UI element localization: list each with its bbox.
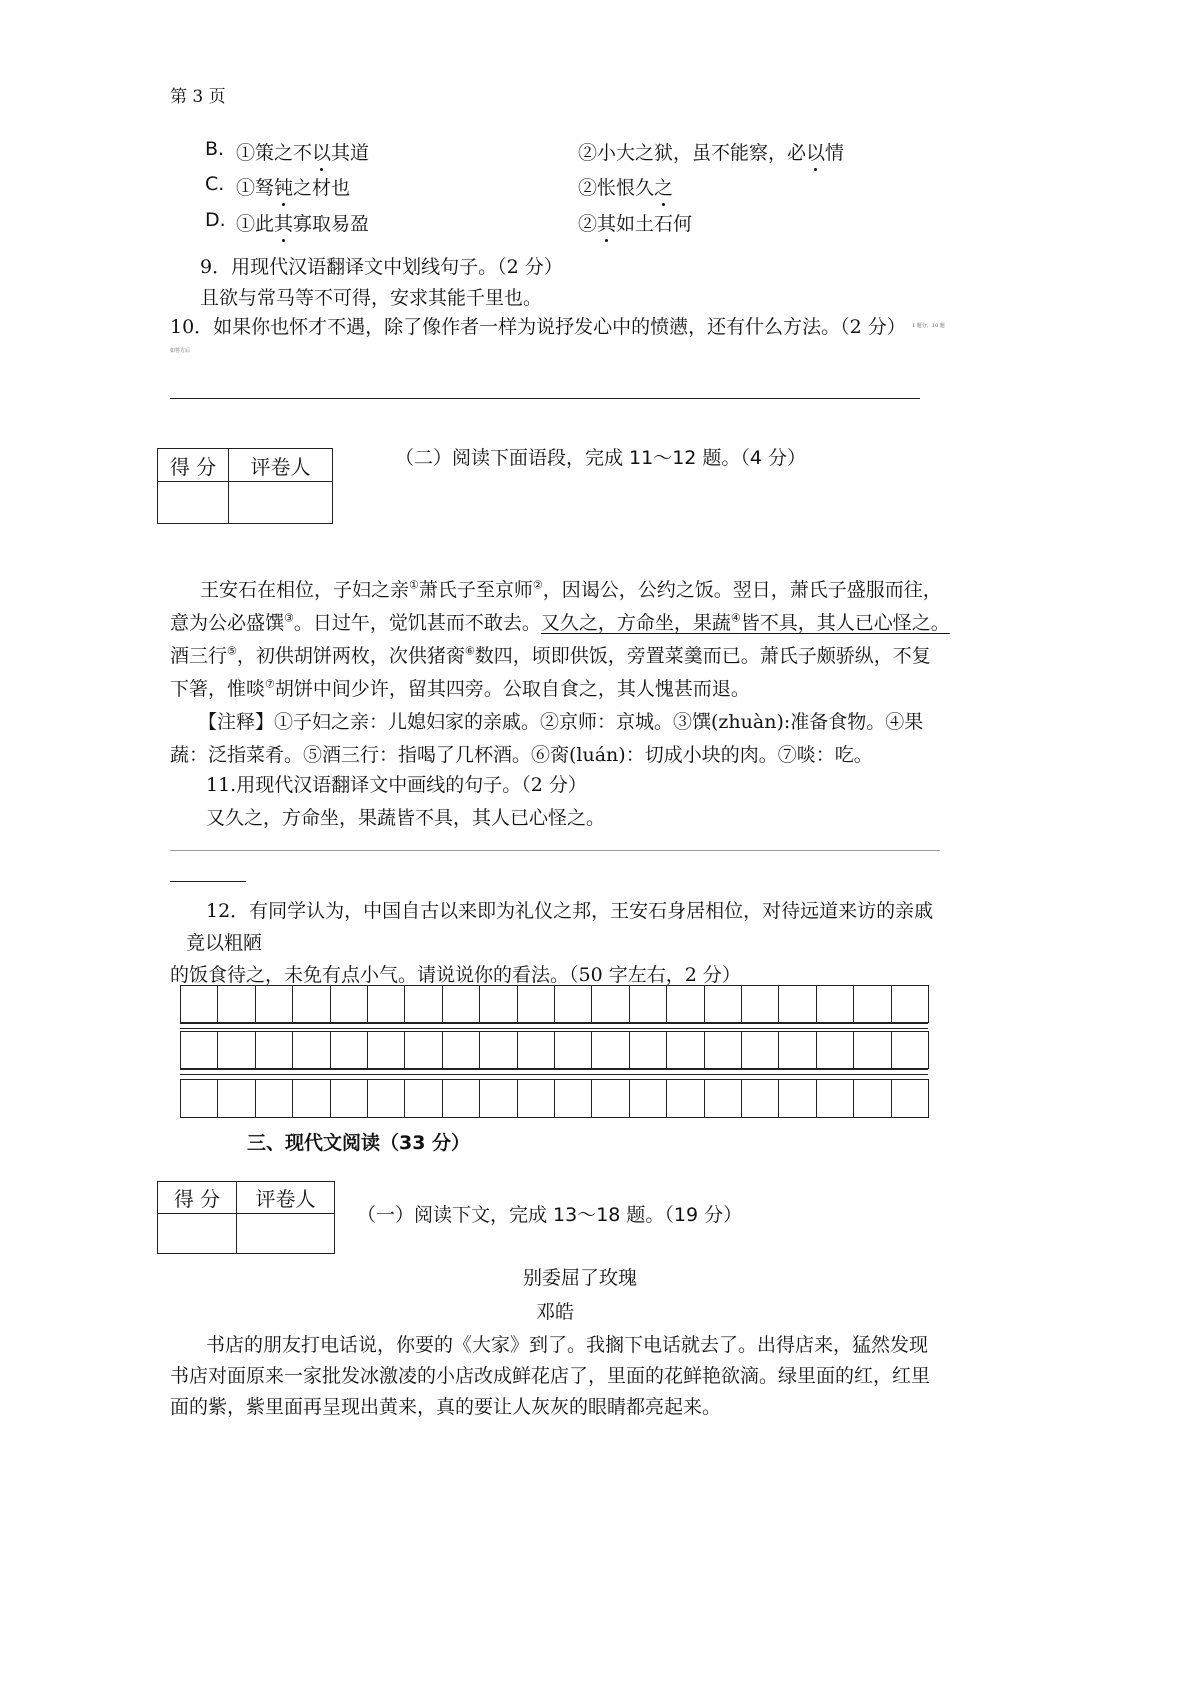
tiny-note: 1 题分，10 题 (912, 323, 945, 329)
grid-separator (180, 1069, 928, 1075)
article-title: 别委屈了玫瑰 (522, 1267, 637, 1289)
annotation-line: 蔬：泛指菜肴。⑤酒三行：指喝了几杯酒。⑥脔(luán)：切成小块的肉。⑦啖：吃。 (170, 744, 873, 766)
q11-sentence: 又久之，方命坐，果蔬皆不具，其人已心怪之。 (206, 807, 606, 829)
score-label: 得 分 (158, 449, 229, 482)
writing-grid-row-1[interactable] (180, 985, 929, 1023)
page-number: 第 3 页 (170, 87, 226, 107)
section2-heading: （二）阅读下面语段，完成 11～12 题。（4 分） (395, 447, 807, 469)
score-box (157, 1181, 335, 1254)
option-d-2: ②其如土石何 (578, 213, 693, 235)
section3-heading: 三、现代文阅读（33 分） (247, 1132, 471, 1154)
option-b-label: B. (205, 138, 225, 160)
option-c-2: ②怅恨久之 (578, 177, 674, 199)
q12-prompt: 12．有同学认为，中国自古以来即为礼仪之邦，王安石身居相位，对待远道来访的亲戚 (206, 900, 934, 922)
option-b-2: ②小大之狱，虽不能察，必以情 (578, 142, 845, 164)
passage-line: 王安石在相位，子妇之亲①萧氏子至京师②，因谒公，公约之饭。翌日，萧氏子盛服而往， (200, 578, 942, 601)
article-paragraph: 书店对面原来一家批发冰激凌的小店改成鲜花店了，里面的花鲜艳欲滴。绿里面的红，红里 (170, 1365, 931, 1387)
tiny-note: 如答方后 (170, 348, 191, 354)
passage-line: 意为公必盛馔③。日过午，觉饥甚而不敢去。又久之，方命坐，果蔬④皆不具，其人已心怪之。 (170, 611, 950, 634)
section3-subheading: （一）阅读下文，完成 13～18 题。（19 分） (357, 1204, 743, 1226)
reviewer-cell[interactable] (237, 1214, 335, 1254)
score-cell[interactable] (158, 1214, 237, 1254)
option-c-1: ①驽钝之材也 (236, 177, 351, 199)
option-d-label: D. (205, 209, 226, 231)
writing-grid-row-2[interactable] (180, 1031, 929, 1069)
option-c-label: C. (205, 173, 225, 195)
grid-separator (180, 1023, 928, 1029)
passage-line: 酒三行⑤，初供胡饼两枚，次供猪脔⑥数四，顷即供饭，旁置菜羹而已。萧氏子颇骄纵，不复 (170, 644, 931, 667)
answer-line[interactable] (170, 850, 940, 851)
q9-sentence: 且欲与常马等不可得，安求其能千里也。 (200, 287, 543, 309)
q12-prompt: 竟以粗陋 (186, 932, 263, 954)
reviewer-label: 评卷人 (237, 1182, 335, 1214)
reviewer-cell[interactable] (229, 482, 333, 524)
writing-grid-row-3[interactable] (180, 1079, 929, 1118)
article-paragraph: 面的紫，紫里面再呈现出黄来，真的要让人灰灰的眼睛都亮起来。 (170, 1396, 722, 1418)
score-box (157, 448, 333, 524)
q9-prompt: 9．用现代汉语翻译文中划线句子。（2 分） (200, 256, 563, 278)
article-author: 邓皓 (535, 1301, 574, 1323)
score-label: 得 分 (158, 1182, 237, 1214)
article-paragraph: 书店的朋友打电话说，你要的《大家》到了。我搁下电话就去了。出得店来，猛然发现 (206, 1334, 929, 1356)
option-b-1: ①策之不以其道 (236, 142, 370, 164)
passage-line: 下箸，惟啖⑦胡饼中间少许，留其四旁。公取自食之，其人愧甚而退。 (170, 677, 750, 700)
answer-line[interactable] (170, 881, 246, 882)
annotation-line: 【注释】①子妇之亲：儿媳妇家的亲戚。②京师：京城。③馔(zhuàn):准备食物。④果 (198, 711, 924, 733)
score-cell[interactable] (158, 482, 229, 524)
q12-prompt: 的饭食待之，未免有点小气。请说说你的看法。（50 字左右，2 分） (170, 964, 741, 986)
q11-prompt: 11.用现代汉语翻译文中画线的句子。（2 分） (206, 774, 587, 796)
reviewer-label: 评卷人 (229, 449, 333, 482)
option-d-1: ①此其寡取易盈 (236, 213, 370, 235)
answer-line[interactable] (170, 398, 920, 399)
q10-prompt: 10．如果你也怀才不遇，除了像作者一样为说抒发心中的愤懑，还有什么方法。（2 分） (170, 316, 906, 338)
underlined-sentence: 又久之，方命坐，果蔬④皆不具，其人已心怪之。 (540, 611, 950, 634)
